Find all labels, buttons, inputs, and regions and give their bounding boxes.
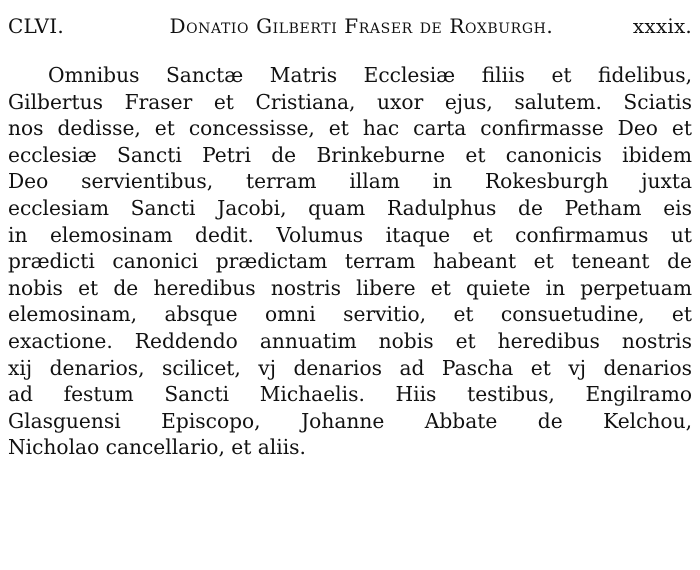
- text-line: nos dedisse, et concessisse, et hac carta confirmasse Deo et: [8, 116, 692, 141]
- text-line: ad festum Sancti Michaelis. Hiis testibus, Engilramo: [8, 382, 692, 407]
- text-line: Gilbertus Fraser et Cristiana, uxor ejus, salutem. Sciatis: [8, 89, 692, 114]
- text-line: Deo servientibus, terram illam in Rokesburgh juxta: [8, 169, 692, 194]
- document-page: [8, 14, 692, 461]
- text-line: ecclesiæ Sancti Petri de Brinkeburne et canonicis ibidem: [8, 142, 692, 167]
- page-header: [8, 14, 692, 38]
- charter-number: CLVI.: [8, 14, 64, 38]
- text-line: ecclesiam Sancti Jacobi, quam Radulphus de Petham eis: [8, 195, 692, 220]
- text-line: prædicti canonici prædictam terram habeant et teneant de: [8, 249, 692, 274]
- text-line: nobis et de heredibus nostris libere et quiete in perpetuam: [8, 275, 692, 300]
- charter-text: [8, 62, 692, 461]
- text-line: Nicholao cancellario, et aliis.: [8, 435, 306, 460]
- text-line: xij denarios, scilicet, vj denarios ad Pascha et vj denarios: [8, 355, 692, 380]
- text-line: Glasguensi Episcopo, Johanne Abbate de Kelchou,: [8, 408, 692, 433]
- text-line: elemosinam, absque omni servitio, et consuetudine, et: [8, 302, 692, 327]
- charter-title: Donatio Gilberti Fraser de Roxburgh.: [169, 14, 554, 38]
- page-number: xxxix.: [632, 14, 692, 38]
- text-line: exactione. Reddendo annuatim nobis et heredibus nostris: [8, 328, 692, 353]
- text-line: in elemosinam dedit. Volumus itaque et confirmamus ut: [8, 222, 692, 247]
- text-line: Omnibus Sanctæ Matris Ecclesiæ filiis et fidelibus,: [48, 63, 692, 87]
